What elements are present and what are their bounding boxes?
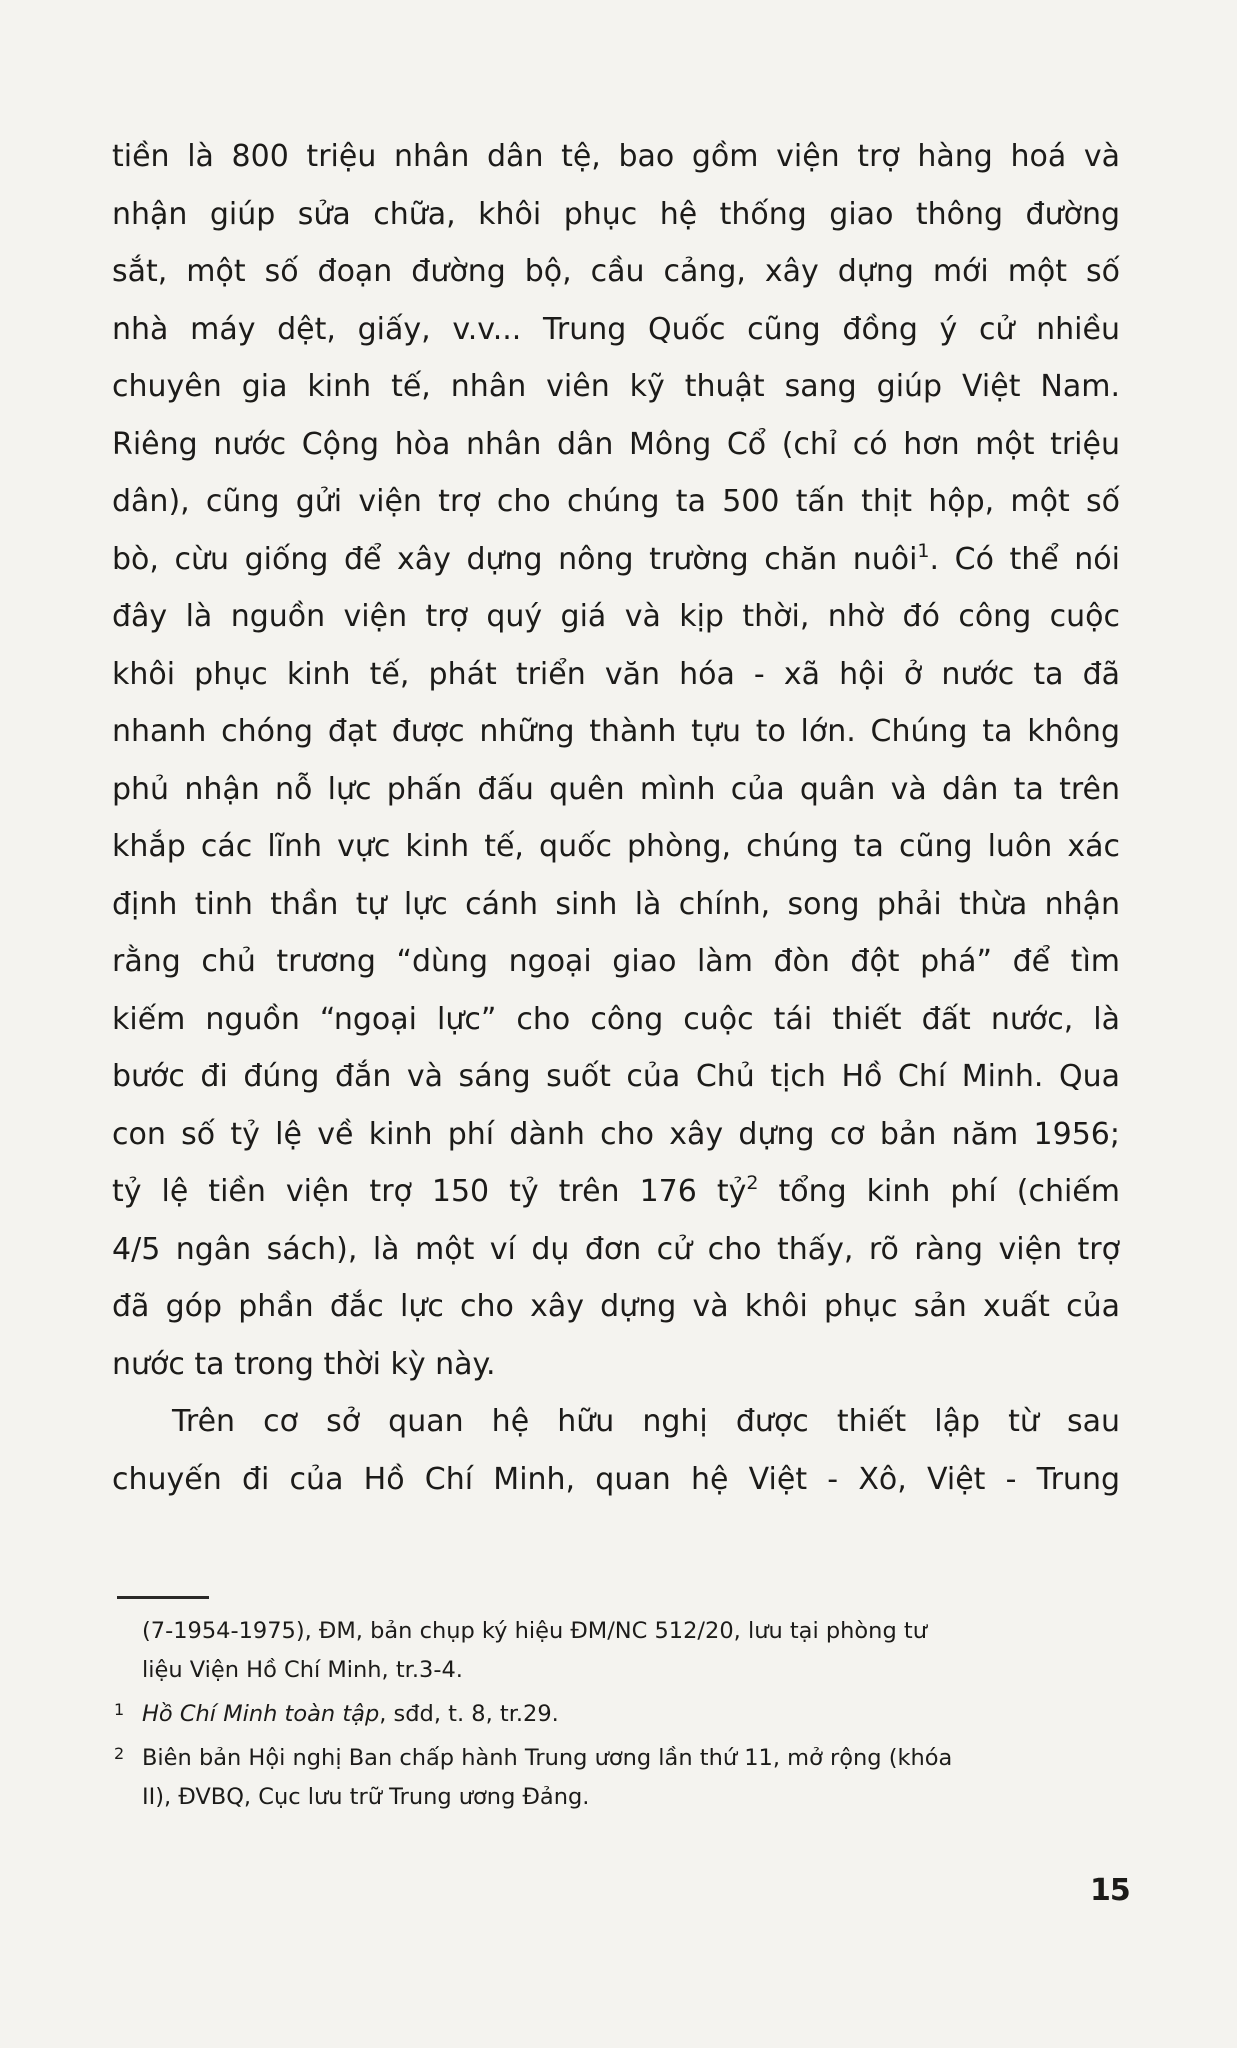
footnote-marker: 2 <box>114 1744 125 1763</box>
text-line <box>112 1163 1120 1221</box>
text-line: 4/5 ngân sách), là một ví dụ đơn cử cho thấy, rõ ràng viện trợ <box>112 1231 1120 1267</box>
text-segment: . Có thể nói <box>929 541 1120 577</box>
body-text <box>112 128 1120 1508</box>
footnote-title: Hồ Chí Minh toàn tập <box>142 1701 380 1727</box>
footnote-text: Biên bản Hội nghị Ban chấp hành Trung ương lần thứ 11, mở rộng (khóa <box>142 1745 953 1771</box>
footnotes <box>114 1612 1122 1817</box>
text-line: phủ nhận nỗ lực phấn đấu quên mình của quân và dân ta trên <box>112 771 1120 807</box>
text-line: tiền là 800 triệu nhân dân tệ, bao gồm viện trợ hàng hoá và <box>112 139 1120 174</box>
footnote-1 <box>114 1690 1122 1734</box>
text-line: kiếm nguồn “ngoại lực” cho công cuộc tái thiết đất nước, là <box>112 1001 1120 1037</box>
text-line: nhanh chóng đạt được những thành tựu to lớn. Chúng ta không <box>112 714 1120 749</box>
text-line: sắt, một số đoạn đường bộ, cầu cảng, xây dựng mới một số <box>112 254 1120 289</box>
text-line: nhận giúp sửa chữa, khôi phục hệ thống giao thông đường <box>112 196 1120 232</box>
text-line: nước ta trong thời kỳ này. <box>112 1346 496 1382</box>
text-segment: bò, cừu giống để xây dựng nông trường chăn nuôi <box>112 541 918 577</box>
footnote-continuation: (7-1954-1975), ĐM, bản chụp ký hiệu ĐM/NC 512/20, lưu tại phòng tư <box>142 1618 927 1644</box>
text-line: chuyến đi của Hồ Chí Minh, quan hệ Việt - Xô, Việt - Trung <box>112 1461 1120 1497</box>
footnote-continuation: liệu Viện Hồ Chí Minh, tr.3-4. <box>142 1657 463 1683</box>
footnote-text: , sđd, t. 8, tr.29. <box>379 1701 559 1727</box>
text-line: khắp các lĩnh vực kinh tế, quốc phòng, chúng ta cũng luôn xác <box>112 829 1120 864</box>
paragraph-first-line: Trên cơ sở quan hệ hữu nghị được thiết lập từ sau <box>172 1404 1120 1439</box>
text-segment: tổng kinh phí (chiếm <box>758 1174 1120 1209</box>
text-line: khôi phục kinh tế, phát triển văn hóa - xã hội ở nước ta đã <box>112 656 1120 692</box>
text-line: dân), cũng gửi viện trợ cho chúng ta 500 tấn thịt hộp, một số <box>112 484 1120 519</box>
text-segment: tỷ lệ tiền viện trợ 150 tỷ trên 176 tỷ <box>112 1174 747 1209</box>
footnote-separator <box>117 1596 209 1599</box>
text-line: Riêng nước Cộng hòa nhân dân Mông Cổ (chỉ có hơn một triệu <box>112 426 1120 462</box>
footnote-text: II), ĐVBQ, Cục lưu trữ Trung ương Đảng. <box>142 1784 590 1810</box>
text-line: định tinh thần tự lực cánh sinh là chính, song phải thừa nhận <box>112 886 1120 922</box>
footnote-ref-1: 1 <box>917 539 930 562</box>
footnote-marker: 1 <box>114 1700 125 1719</box>
text-line <box>112 531 1120 589</box>
page-number: 15 <box>1090 1873 1130 1908</box>
text-line: nhà máy dệt, giấy, v.v... Trung Quốc cũng đồng ý cử nhiều <box>112 311 1120 347</box>
text-line: đã góp phần đắc lực cho xây dựng và khôi phục sản xuất của <box>112 1289 1120 1324</box>
text-line: chuyên gia kinh tế, nhân viên kỹ thuật sang giúp Việt Nam. <box>112 369 1120 404</box>
text-line: con số tỷ lệ về kinh phí dành cho xây dựng cơ bản năm 1956; <box>112 1116 1120 1152</box>
text-line: đây là nguồn viện trợ quý giá và kịp thời, nhờ đó công cuộc <box>112 599 1120 634</box>
footnote-ref-2: 2 <box>746 1172 759 1194</box>
text-line: bước đi đúng đắn và sáng suốt của Chủ tịch Hồ Chí Minh. Qua <box>112 1059 1120 1094</box>
footnote-2 <box>114 1734 1122 1778</box>
text-line: rằng chủ trương “dùng ngoại giao làm đòn đột phá” để tìm <box>112 944 1120 979</box>
